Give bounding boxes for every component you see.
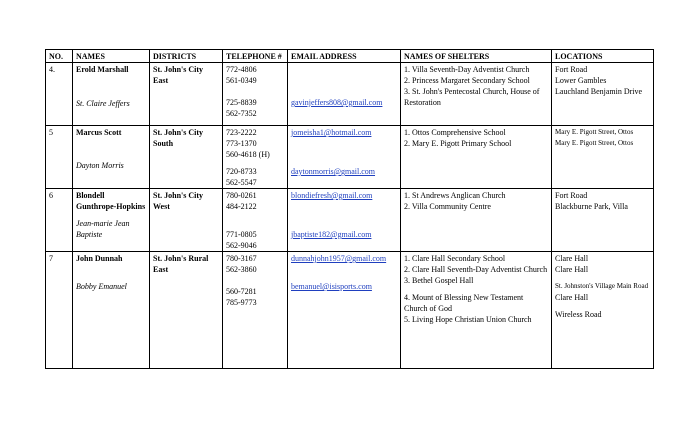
shelter-item: 1. St Andrews Anglican Church (404, 191, 506, 200)
shelter-item: 1. Ottos Comprehensive School (404, 128, 506, 137)
header-email: EMAIL ADDRESS (288, 50, 401, 63)
email-link[interactable]: bemanuel@isisports.com (291, 282, 372, 291)
names-cell (73, 189, 150, 252)
primary-name: Blondell Gunthrope-Hopkins (76, 191, 146, 211)
phone: 773-1370 (226, 139, 257, 148)
location-item: Fort Road (555, 191, 588, 200)
email-cell (288, 252, 401, 369)
shelter-item: 1. Clare Hall Secondary School (404, 254, 506, 263)
phone: 772-4806 (226, 65, 257, 74)
location-item: Clare Hall (555, 254, 589, 263)
district-cell: St. John's City South (150, 126, 223, 189)
phone: 723-2222 (226, 128, 257, 137)
header-districts: DISTRICTS (150, 50, 223, 63)
primary-name: Marcus Scott (76, 128, 122, 137)
location-item: Lauchland Benjamin Drive (555, 87, 643, 96)
header-shelters: NAMES OF SHELTERS (401, 50, 552, 63)
phone: 562-9046 (226, 241, 257, 250)
location-item: Mary E. Pigott Street, Ottos (555, 128, 634, 136)
header-names: NAMES (73, 50, 150, 63)
phone: 725-8839 (226, 98, 257, 107)
secondary-name: Bobby Emanuel (76, 282, 127, 291)
email-link[interactable]: jbaptiste182@gmail.com (291, 230, 372, 239)
email-link[interactable]: blondiefresh@gmail.com (291, 191, 373, 200)
location-item: Wireless Road (555, 310, 602, 319)
telephone-cell (223, 63, 288, 126)
row-number: 4. (46, 63, 73, 126)
email-cell (288, 63, 401, 126)
shelter-item: 2. Princess Margaret Secondary School (404, 76, 530, 85)
phone: 560-7281 (226, 287, 257, 296)
shelter-item: 3. St. John's Pentecostal Church, House of Restoration (404, 87, 540, 107)
phone: 560-4618 (H) (226, 150, 270, 159)
header-row (46, 50, 654, 63)
primary-name: Erold Marshall (76, 65, 129, 74)
location-item: Mary E. Pigott Street, Ottos (555, 139, 634, 147)
shelter-item: 3. Bethel Gospel Hall (404, 276, 474, 285)
names-cell (73, 126, 150, 189)
location-item: Fort Road (555, 65, 588, 74)
names-cell (73, 252, 150, 369)
email-link[interactable]: gavinjeffers808@gmail.com (291, 98, 383, 107)
secondary-name: Dayton Morris (76, 161, 124, 170)
phone: 780-3167 (226, 254, 257, 263)
phone: 562-5547 (226, 178, 257, 187)
table-row (46, 63, 654, 126)
shelter-item: 5. Living Hope Christian Union Church (404, 315, 532, 324)
shelter-item: 2. Villa Community Centre (404, 202, 491, 211)
row-number: 5 (46, 126, 73, 189)
shelters-cell (401, 252, 552, 369)
table-row (46, 189, 654, 252)
header-telephone: TELEPHONE # (223, 50, 288, 63)
shelters-cell (401, 189, 552, 252)
shelter-item: 2. Clare Hall Seventh-Day Adventist Church (404, 265, 548, 274)
secondary-name: St. Claire Jeffers (76, 99, 130, 108)
email-cell (288, 126, 401, 189)
locations-cell (552, 63, 654, 126)
header-no: NO. (46, 50, 73, 63)
shelter-item: 4. Mount of Blessing New Testament Church of God (404, 293, 524, 313)
shelters-table (45, 49, 654, 369)
phone: 780-0261 (226, 191, 257, 200)
location-item: St. Johnston's Village Main Road (555, 282, 649, 290)
phone: 785-9773 (226, 298, 257, 307)
location-item: Clare Hall (555, 293, 589, 302)
locations-cell (552, 252, 654, 369)
email-link[interactable]: jomeisha1@hotmail.com (291, 128, 372, 137)
phone: 562-3860 (226, 265, 257, 274)
phone: 562-7352 (226, 109, 257, 118)
locations-cell (552, 126, 654, 189)
table-row (46, 126, 654, 189)
row-number: 7 (46, 252, 73, 369)
shelters-cell (401, 63, 552, 126)
primary-name: John Dunnah (76, 254, 123, 263)
telephone-cell (223, 126, 288, 189)
phone: 771-0805 (226, 230, 257, 239)
district-cell: St. John's City West (150, 189, 223, 252)
shelter-item: 1. Villa Seventh-Day Adventist Church (404, 65, 530, 74)
shelters-cell (401, 126, 552, 189)
phone: 484-2122 (226, 202, 257, 211)
phone: 561-0349 (226, 76, 257, 85)
names-cell (73, 63, 150, 126)
location-item: Blackburne Park, Villa (555, 202, 628, 211)
district-cell: St. John's Rural East (150, 252, 223, 369)
row-number: 6 (46, 189, 73, 252)
locations-cell (552, 189, 654, 252)
shelter-item: 2. Mary E. Pigott Primary School (404, 139, 512, 148)
email-link[interactable]: dunnahjohn1957@gmail.com (291, 254, 387, 263)
telephone-cell (223, 189, 288, 252)
telephone-cell (223, 252, 288, 369)
phone: 720-8733 (226, 167, 257, 176)
email-cell (288, 189, 401, 252)
location-item: Lower Gambles (555, 76, 607, 85)
header-locations: LOCATIONS (552, 50, 654, 63)
table-row (46, 252, 654, 369)
location-item: Clare Hall (555, 265, 589, 274)
district-cell: St. John's City East (150, 63, 223, 126)
secondary-name: Jean-marie Jean Baptiste (76, 219, 130, 239)
email-link[interactable]: daytonmorris@gmail.com (291, 167, 376, 176)
